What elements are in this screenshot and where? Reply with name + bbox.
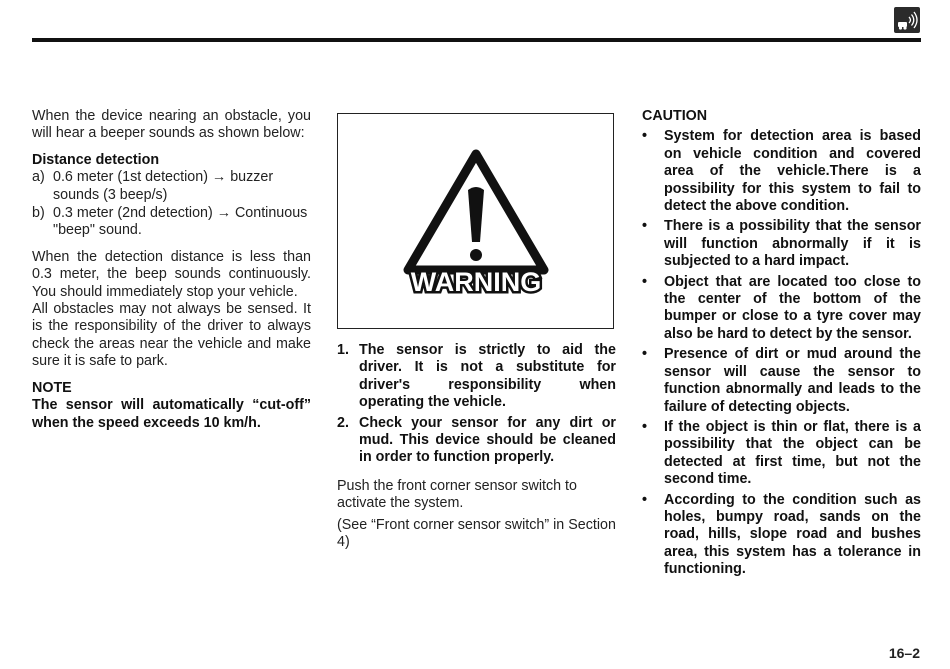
bullet-text: System for detection area is based on vehicle condition and covered area of the vehicle.There is a possibility for this system to fail to detect the above condition. <box>664 128 921 215</box>
item-number: 1. <box>337 342 349 358</box>
responsibility-paragraph: All obstacles may not always be sensed. It is the responsibility of the driver to always check the areas near the vehicle and make sure it is safe to park. <box>32 301 311 370</box>
list-item-text: 0.6 meter (1st detection) → buzzer sounds (3 beep/s) <box>53 169 274 203</box>
parking-sensor-icon <box>894 7 920 33</box>
note-heading: NOTE <box>32 379 72 396</box>
warning-box <box>337 113 614 329</box>
list-item <box>32 169 311 204</box>
intro-text: When the device nearing an obstacle, you will hear a beeper sounds as shown below: <box>32 108 311 142</box>
item-text: The sensor is strictly to aid the driver. It is not a substitute for driver's responsibility when operating the vehicle. <box>359 342 616 411</box>
caution-bullet <box>642 128 921 215</box>
bullet-text: Object that are located too close to the center of the bottom of the bumper or close to a tyre cover may also be hard to detect by the sensor. <box>664 273 921 342</box>
bullet-marker: • <box>642 491 648 508</box>
distance-paragraph: When the detection distance is less than 0.3 meter, the beep sounds continuously. You should immediately stop your vehicle. <box>32 248 311 300</box>
bullet-marker: • <box>642 273 648 290</box>
bullet-marker: • <box>642 346 648 363</box>
bullet-text: According to the condition such as holes, bumpy road, sands on the road, hills, slope road and bushes area, this system has a tolerance in functioning. <box>664 491 921 578</box>
caution-bullet <box>642 346 921 416</box>
caution-heading: CAUTION <box>642 108 708 124</box>
header-rule <box>32 38 921 42</box>
note-text: The sensor will automatically “cut-off” when the speed exceeds 10 km/h. <box>32 397 311 431</box>
bullet-text: There is a possibility that the sensor will function abnormally if it is subjected to a hard impact. <box>664 218 921 270</box>
push-switch-text: Push the front corner sensor switch to activate the system. <box>337 477 577 512</box>
bullet-marker: • <box>642 218 648 235</box>
list-item-label: a) <box>32 169 45 186</box>
list-item-text: 0.3 meter (2nd detection) → Continuous "beep" sound. <box>53 205 308 239</box>
caution-bullet <box>642 419 921 489</box>
warning-label: WARNING <box>410 267 541 296</box>
list-item <box>32 205 311 240</box>
see-reference-text: (See “Front corner sensor switch” in Section 4) <box>337 516 616 551</box>
item-number: 2. <box>337 414 349 431</box>
bullet-text: Presence of dirt or mud around the sensor will cause the sensor to function abnormally and leads to the failure of detecting objects. <box>664 346 921 415</box>
right-column <box>642 108 921 579</box>
left-column <box>32 108 311 432</box>
item-text: Check your sensor for any dirt or mud. This device should be cleaned in order to function properly. <box>359 414 616 466</box>
middle-column <box>337 113 616 551</box>
page-number: 16–2 <box>888 645 920 661</box>
list-item-label: b) <box>32 205 45 222</box>
caution-bullet <box>642 492 921 579</box>
bullet-text: If the object is thin or flat, there is a possibility that the object can be detected at first time, but not the second time. <box>664 418 921 488</box>
numbered-item <box>337 415 616 467</box>
caution-bullet <box>642 274 921 344</box>
warning-triangle-icon <box>401 146 551 296</box>
bullet-marker: • <box>642 128 648 145</box>
distance-detection-heading: Distance detection <box>32 151 160 168</box>
caution-bullet <box>642 218 921 270</box>
numbered-item <box>337 342 616 412</box>
bullet-marker: • <box>642 418 648 435</box>
